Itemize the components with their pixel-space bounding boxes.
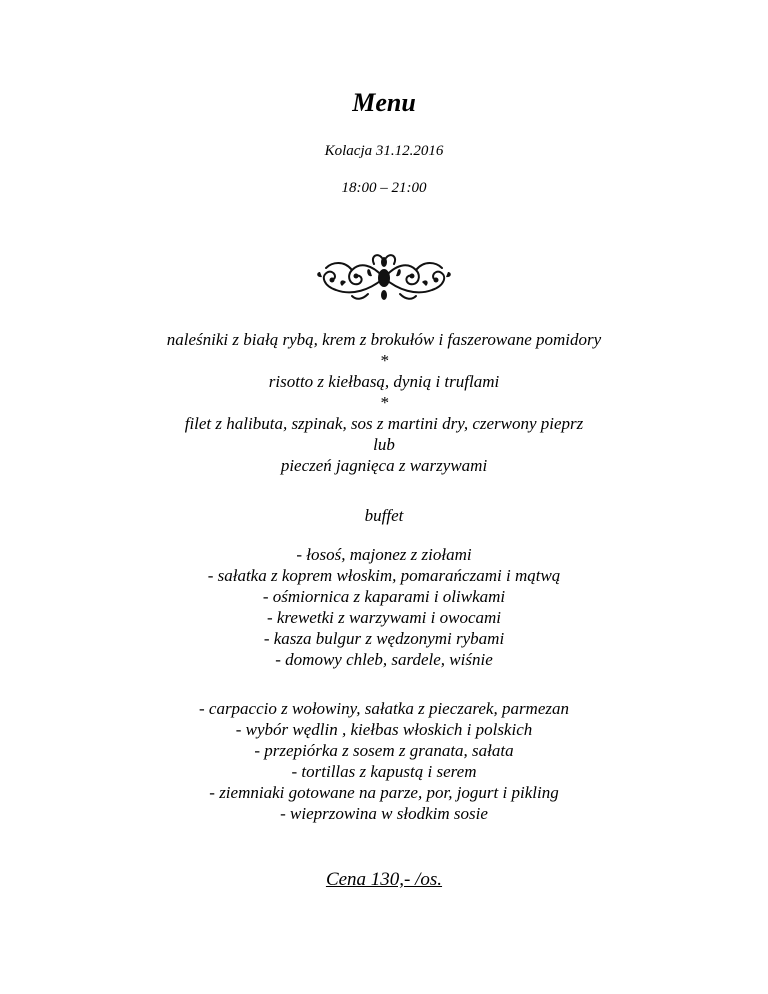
buffet-item: - przepiórka z sosem z granata, sałata — [254, 741, 514, 760]
buffet-item: - kasza bulgur z wędzonymi rybami — [263, 629, 505, 648]
buffet-item: - tortillas z kapustą i serem — [291, 762, 477, 781]
buffet-item: - ośmiornica z kaparami i oliwkami — [262, 587, 506, 606]
buffet-item: - carpaccio z wołowiny, sałatka z pieczarek, parmezan — [198, 699, 569, 718]
buffet-item: - wieprzowina w słodkim sosie — [280, 804, 488, 823]
buffet-item: - łosoś, majonez z ziołami — [296, 545, 472, 564]
dinner-time: 18:00 – 21:00 — [341, 180, 427, 196]
main-course-item: pieczeń jagnięca z warzywami — [280, 456, 488, 475]
separator-star: * — [379, 351, 389, 370]
buffet-item: - krewetki z warzywami i owocami — [266, 608, 502, 627]
price-line: Cena 130,- /os. — [325, 869, 443, 890]
buffet-item: - wybór wędlin , kiełbas włoskich i polskich — [235, 720, 533, 739]
ornament-flourish-icon — [312, 250, 456, 306]
main-course-item: risotto z kiełbasą, dynią i truflami — [268, 372, 500, 391]
buffet-item: - domowy chleb, sardele, wiśnie — [275, 650, 493, 669]
separator-star: * — [379, 393, 389, 412]
alternative-word: lub — [373, 435, 395, 454]
dinner-date: Kolacja 31.12.2016 — [324, 143, 444, 159]
main-course-item: naleśniki z białą rybą, krem z brokułów i faszerowane pomidory — [166, 330, 602, 349]
main-course-item: filet z halibuta, szpinak, sos z martini dry, czerwony pieprz — [184, 414, 584, 433]
buffet-heading: buffet — [364, 506, 404, 525]
buffet-item: - ziemniaki gotowane na parze, por, jogurt i pikling — [209, 783, 559, 802]
menu-title: Menu — [352, 88, 416, 117]
buffet-item: - sałatka z koprem włoskim, pomarańczami i mątwą — [207, 566, 561, 585]
